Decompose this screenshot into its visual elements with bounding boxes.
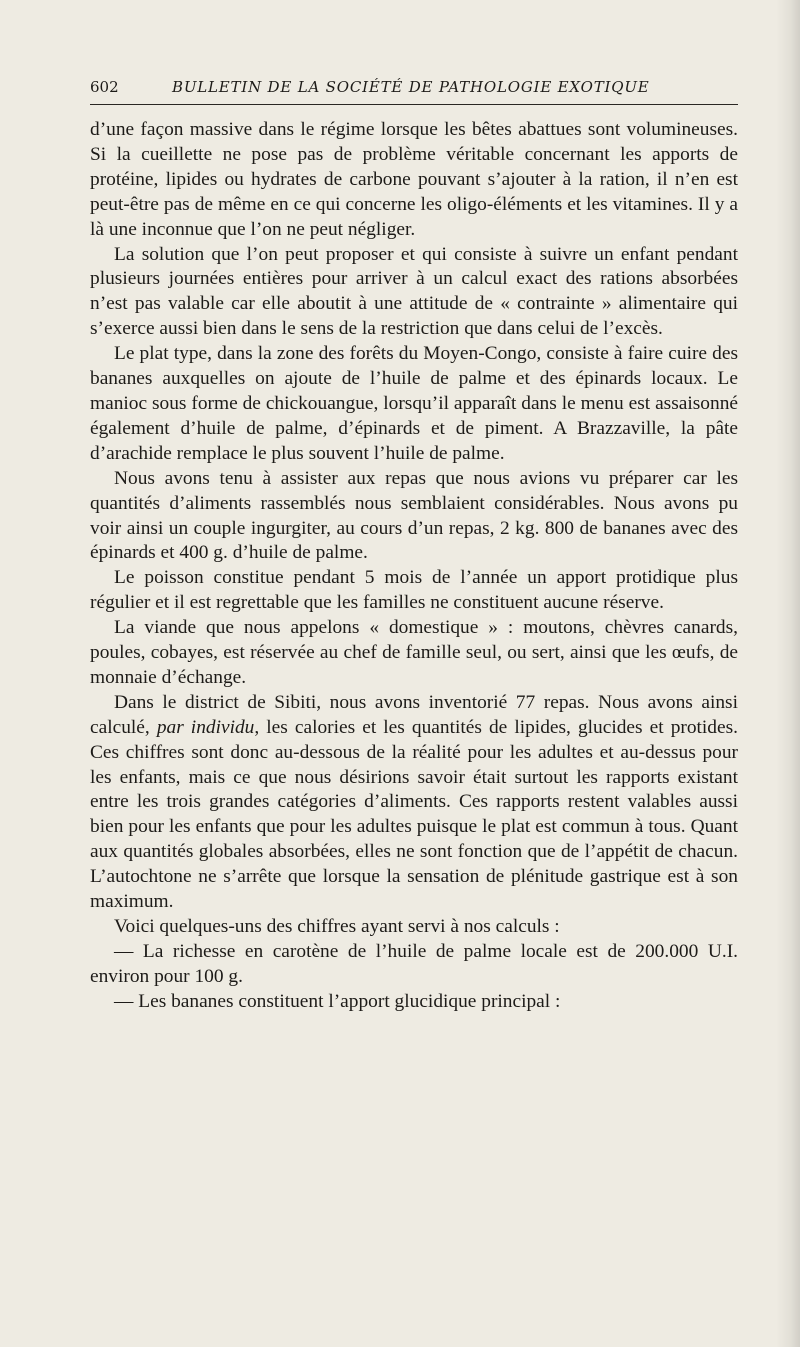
- paragraph-3: Le plat type, dans la zone des forêts du Moyen-Congo, consiste à faire cuire des bananes auxquelles on ajoute de l’huile de palme et des épinards locaux. Le manioc sous forme de chickouangue, lorsqu’il apparaît dans le menu est assaisonné également d’huile de palme, d’épinards et de piment. A Brazzaville, la pâte d’arachide remplace le plus souvent l’huile de palme.: [90, 343, 738, 464]
- paragraph-6: La viande que nous appelons « domestique » : moutons, chèvres canards, poules, cobayes, est réservée au chef de famille seul, ou sert, ainsi que les œufs, de monnaie d’échange.: [90, 617, 738, 688]
- paragraph-5: Le poisson constitue pendant 5 mois de l’année un apport protidique plus régulier et il est regrettable que les familles ne constituent aucune réserve.: [90, 567, 738, 614]
- paragraph-1: d’une façon massive dans le régime lorsque les bêtes abattues sont volumineuses. Si la cueillette ne pose pas de problème véritable concernant les apports de protéine, lipides ou hydrates de carbone pouvant s’ajouter à la ration, il n’en est peut-être pas de même en ce qui concerne les oligo-éléments et les vitamines. Il y a là une inconnue que l’on ne peut négliger.: [90, 119, 738, 240]
- paragraph-7-emphasis: par individu: [156, 716, 255, 738]
- paragraph-7-end: , les calories et les quantités de lipides, glucides et protides. Ces chiffres sont donc au-dessous de la réalité pour les adultes et au-dessus pour les enfants, mais ce que nous désirions savoir était surtout les rapports existant entre les trois grandes catégories d’aliments. Ces rapports restent valables aussi bien pour les enfants que pour les adultes puisque le plat est commun à tous. Quant aux quantités globales absorbées, elles ne sont fonction que de l’appétit de chacun. L’autochtone ne s’arrête que lorsque la sensation de plénitude gastrique est à son maximum.: [90, 716, 739, 913]
- paragraph-2: La solution que l’on peut proposer et qui consiste à suivre un enfant pendant plusieurs journées entières pour arriver à un calcul exact des rations absorbées n’est pas valable car elle aboutit à une attitude de « contrainte » alimentaire qui s’exerce aussi bien dans le sens de la restriction que dans celui de l’excès.: [90, 243, 738, 340]
- paragraph-10: — Les bananes constituent l’apport glucidique principal :: [114, 990, 561, 1012]
- paragraph-8: Voici quelques-uns des chiffres ayant servi à nos calculs :: [114, 916, 560, 937]
- paragraph-7: [90, 691, 738, 915]
- header-rule: [90, 104, 738, 105]
- page-number: 602: [90, 78, 119, 96]
- body-text: [90, 118, 738, 1015]
- running-title: BULLETIN DE LA SOCIÉTÉ DE PATHOLOGIE EXOTIQUE: [172, 78, 650, 96]
- paragraph-4: Nous avons tenu à assister aux repas que nous avions vu préparer car les quantités d’aliments rassemblés nous semblaient considérables. Nous avons pu voir ainsi un couple ingurgiter, au cours d’un repas, 2 kg. 800 de bananes avec des épinards et 400 g. d’huile de palme.: [90, 467, 738, 564]
- paragraph-7-start: Dans le district de Sibiti, nous avons inventorié 77 repas. Nous avons ainsi calculé,: [90, 691, 738, 738]
- paragraph-9: — La richesse en carotène de l’huile de palme locale est de 200.000 U.I. environ pour 100 g.: [90, 940, 738, 987]
- page-header: [90, 78, 740, 102]
- page-edge-shadow: [776, 0, 800, 1347]
